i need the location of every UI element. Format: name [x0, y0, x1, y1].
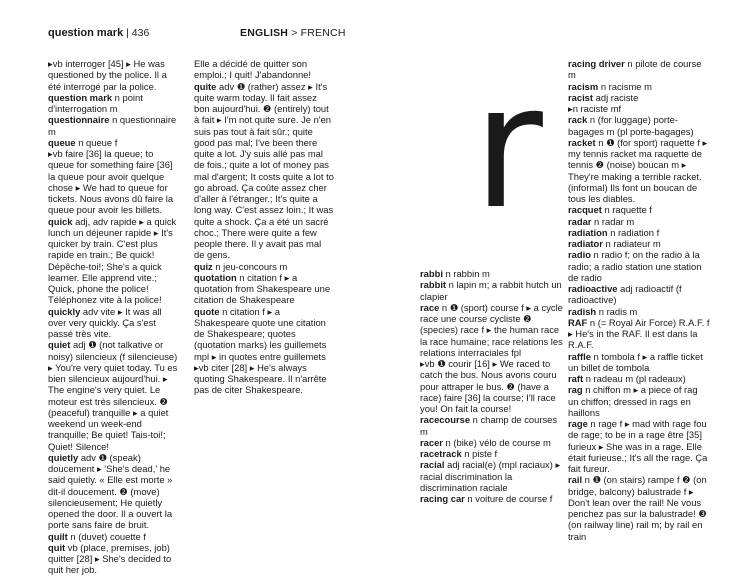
entry: quiz n jeu-concours m — [194, 260, 288, 272]
entry: RAF n (= Royal Air Force) R.A.F. f ▸ He's in the RAF. Il est dans la R.A.F. — [568, 316, 710, 351]
entry: quickly adv vite ▸ It was all over very quickly. Ça s'est passé très vite. — [48, 305, 162, 339]
entry: ▸vb ❶ courir [16] ▸ We raced to catch the bus. Nous avons couru pour attraper le bus. ❷ (have a race) faire [36] la course; I'll race you! On fait la course! — [420, 358, 557, 414]
entry: racetrack n piste f — [420, 448, 498, 459]
entry: raft n radeau m (pl radeaux) — [568, 373, 686, 384]
entry: racist adj raciste — [568, 91, 639, 103]
entry: rail n ❶ (on stairs) rampe f ❷ (on bridge, balcony) balustrade f ▸ Don't lean over the rail! Ne vous penchez pas sur la balustrade! ❸ (on railway line) rail m; by rail en train — [568, 474, 707, 542]
entry: racial adj racial(e) (mpl raciaux) ▸ racial discrimination la discrimination raciale — [420, 459, 561, 493]
entry: quick adj, adv rapide ▸ a quick lunch un déjeuner rapide ▸ It's quicker by train. C'est plus rapide en train.; Be quick! Dépêche-toi!; She's a quick learner. Elle apprend vite.; Quick, phone the police! Téléphonez vite à la police! — [48, 215, 177, 306]
entry: race n ❶ (sport) course f ▸ a cycle race une course cycliste ❷ (species) race f ▸ the human race la race humaine; race relations les relations interraciales fpl — [420, 301, 563, 358]
entry: quietly adv ❶ (speak) doucement ▸ 'She's dead,' he said quietly. « Elle est morte » dit-il doucement. ❷ (move) silencieusement; He quietly opened the door. Il a ouvert la porte sans faire de bruit. — [48, 451, 173, 531]
column-1 — [48, 58, 180, 576]
entry: Elle a décidé de quitter son emploi.; I quit! J'abandonne! — [194, 58, 311, 81]
entry: rack n (for luggage) porte-bagages m (pl porte-bagages) — [568, 114, 694, 137]
entry: queue n queue f — [48, 136, 118, 148]
column-2 — [194, 58, 334, 520]
entry: rabbi n rabbin m — [420, 268, 490, 279]
entry: quite adv ❶ (rather) assez ▸ It's quite warm today. Il fait assez bon aujourd'hui. ❷ (entirely) tout à fait ▸ I'm not quite sure. Je n'en suis pas tout à fait sûr.; quite good pas mal; I've been there quite a lot. J'y suis allé pas mal de fois.; quite a lot of money pas mal d'argent; It costs quite a lot to go abroad. Ça coûte assez cher d'aller à l'étranger.; It's quite a long way. C'est assez loin.; It was quite a shock. Ça a été un sacré choc.; There were quite a few people there. Il y avait pas mal de gens. — [194, 80, 334, 261]
section-target-language: FRENCH — [300, 27, 346, 39]
entry: ▸n raciste mf — [568, 103, 622, 114]
letter-section-marker: r — [473, 49, 543, 247]
running-head: question mark | 436 — [48, 27, 150, 39]
entry: quit vb (place, premises, job) quitter [28] ▸ She's decided to quit her job. — [48, 541, 172, 576]
entry: racecourse n champ de courses m — [420, 414, 558, 437]
entry: rabbit n lapin m; a rabbit hutch un clapier — [420, 279, 562, 302]
entry: racing driver n pilote de course m — [568, 58, 702, 81]
entry: ▸vb faire [36] la queue; to queue for something faire [36] la queue pour avoir quelque chose ▸ We had to queue for tickets. Nous avons dû faire la queue pour avoir les billets. — [48, 148, 174, 216]
entry: racket n ❶ (for sport) raquette f ▸ my tennis racket ma raquette de tennis ❷ (noise) boucan m ▸ They're making a terrible racket. (informal) Ils font un boucan de tous les diables. — [568, 136, 708, 204]
column-3 — [420, 268, 563, 520]
entry: racism n racisme m — [568, 80, 652, 92]
entry: raffle n tombola f ▸ a raffle ticket un billet de tombola — [568, 350, 703, 373]
entry: quilt n (duvet) couette f — [48, 530, 146, 542]
entry: racer n (bike) vélo de course m — [420, 436, 551, 448]
column-4 — [568, 58, 710, 542]
entry: radar n radar m — [568, 215, 635, 227]
entry: radish n radis m — [568, 305, 638, 317]
entry: rage n rage f ▸ mad with rage fou de rage; to be in a rage être [35] furieux ▸ She was in a rage. Elle était furieuse.; It's all the rage. Ça fait fureur. — [568, 418, 708, 474]
section-source-language: ENGLISH — [240, 27, 289, 39]
page-number: 436 — [131, 27, 150, 39]
entry: radiation n radiation f — [568, 226, 660, 238]
entry: racquet n raquette f — [568, 204, 652, 216]
entry: quotation n citation f ▸ a quotation from Shakespeare une citation de Shakespeare — [194, 271, 331, 306]
entry: ▸vb interroger [45] ▸ He was questioned by the police. Il a été interrogé par la police. — [48, 58, 167, 92]
entry: radioactive adj radioactif (f radioactive) — [568, 283, 682, 306]
entry: rag n chiffon m ▸ a piece of rag un chiffon; dressed in rags en haillons — [568, 384, 698, 418]
entry: ▸vb citer [28] ▸ He's always quoting Shakespeare. Il n'arrête pas de citer Shakespeare. — [194, 361, 327, 396]
running-headword: question mark — [48, 27, 124, 39]
section-header — [240, 27, 346, 39]
entry: racing car n voiture de course f — [420, 493, 553, 504]
entry: quote n citation f ▸ a Shakespeare quote une citation de Shakespeare; quotes (quotation marks) les guillemets mpl ▸ in quotes entre guillemets — [194, 305, 327, 362]
section-arrow: > — [288, 27, 301, 39]
entry: radio n radio f; on the radio à la radio; a radio station une station de radio — [568, 249, 702, 283]
entry: radiator n radiateur m — [568, 238, 661, 249]
entry: question mark n point d'interrogation m — [48, 91, 143, 114]
entry: quiet adj ❶ (not talkative or noisy) silencieux (f silencieuse) ▸ You're very quiet today. Tu es bien silencieux aujourd'hui. ▸ The engine's very quiet. Le moteur est très silencieux. ❷ (peaceful) tranquille ▸ a quiet weekend un week-end tranquille; Be quiet! Tais-toi!; Quiet! Silence! — [48, 339, 178, 452]
entry: questionnaire n questionnaire m — [48, 114, 177, 137]
